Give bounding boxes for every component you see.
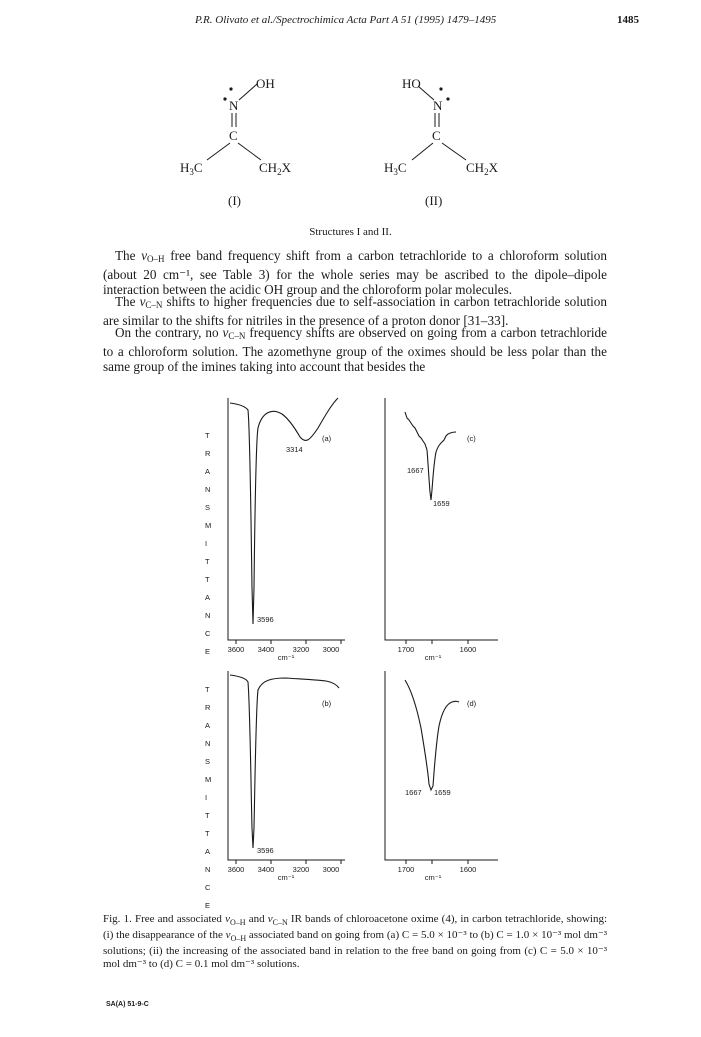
structure-I-carbon: C	[229, 128, 238, 143]
panel-d-unit: cm⁻¹	[424, 873, 442, 882]
panel-c-unit: cm⁻¹	[424, 653, 442, 662]
running-header-citation: P.R. Olivato et al./Spectrochimica Acta Part A 51 (1995) 1479–1495	[195, 14, 497, 26]
structure-II-carbon: C	[432, 128, 441, 143]
panel-a-peak-3314: 3314	[286, 445, 303, 454]
panel-d-tick-1700: 1700	[397, 865, 415, 874]
panel-b-tick-3200: 3200	[292, 865, 310, 874]
y-axis-letter: A	[205, 467, 211, 476]
y-axis-letter: E	[205, 901, 211, 910]
panel-d-tick-1600: 1600	[459, 865, 477, 874]
caption-part-1: Fig. 1. Free and associated	[103, 913, 222, 925]
panel-b-label: (b)	[322, 699, 332, 708]
spectrum-panel-a	[228, 398, 345, 662]
y-axis-letter: M	[205, 775, 212, 784]
paragraph-3-text: frequency shifts are observed on going from a carbon tetrachloride to a chloroform solution. The azomethyne group of the oximes should be less polar than the same group of the imines taking into account that besides the	[103, 325, 607, 374]
y-axis-letter: T	[205, 829, 210, 838]
structure-I-ch2x: CH2X	[259, 160, 291, 177]
panel-c-tick-1700: 1700	[397, 645, 415, 654]
panel-a-peak-3596: 3596	[257, 615, 274, 624]
panel-c-label: (c)	[467, 434, 476, 443]
y-axis-letter: T	[205, 685, 210, 694]
y-axis-letter: S	[205, 503, 211, 512]
y-axis-letter: C	[205, 883, 211, 892]
y-axis-letter: M	[205, 521, 212, 530]
y-axis-letter: T	[205, 557, 210, 566]
panel-a-tick-3200: 3200	[292, 645, 310, 654]
y-axis-letter: N	[205, 739, 211, 748]
panel-b-tick-3000: 3000	[322, 865, 340, 874]
y-axis-letter: I	[205, 793, 208, 802]
structure-II-label: (II)	[425, 193, 443, 208]
y-axis-letter: N	[205, 611, 211, 620]
y-axis-letter: T	[205, 431, 210, 440]
y-axis-label-bottom	[205, 685, 211, 910]
structure-II-ch2x: CH2X	[466, 160, 498, 177]
structure-II-methyl: H3C	[384, 160, 407, 177]
y-axis-letter: C	[205, 629, 211, 638]
structure-I-oh: OH	[256, 76, 275, 91]
caption-part-4: associated band on going from (a)	[248, 929, 400, 942]
structure-II-ho: HO	[402, 76, 421, 91]
paragraph-1: The $\nu_{O-H}$ free band frequency shift from a carbon tetrachloride to a chloroform solution (about 20 cm⁻¹, see Table 3) for the whole series may be ascribed to the dipole–dipole interaction between the acidic OH group and the chloroform polar molecules.	[103, 248, 607, 297]
caption-part-3: IR bands of chloroacetone oxime (4), in carbon tetrachloride, showing: (i) the disappearance of the	[103, 913, 608, 942]
structures-caption: Structures I and II.	[309, 226, 392, 238]
journal-footer-code: SA(A) 51-9-C	[106, 1001, 149, 1008]
y-axis-letter: T	[205, 575, 210, 584]
y-axis-letter: E	[205, 647, 211, 656]
y-axis-letter: N	[205, 485, 211, 494]
caption-part-5: C = 5.0 × 10⁻³ to (b) C = 1.0 × 10⁻³ mol dm⁻³ solutions; (ii) the increasing of the associated band in relation to the free band on going from (c) C = 5.0 × 10⁻³ mol dm⁻³ to (d) C = 0.1 mol dm⁻³ solutions.	[103, 929, 608, 971]
paragraph-2: The $\nu_{C-N}$ shifts to higher frequencies due to self-association in carbon tetrachloride solution are similar to the shifts for nitriles in the presence of a proton donor [31–33].	[103, 294, 607, 328]
figure-1-caption: Fig. 1. Free and associated $\nu_{O-H}$ and $\nu_{C-N}$ IR bands of chloroacetone oxime (4), in carbon tetrachloride, showing: (i) the disappearance of the $\nu_{O-H}$ associated band on going from (a) C = 5.0 × 10⁻³ to (b) C = 1.0 × 10⁻³ mol dm⁻³ solutions; (ii) the increasing of the associated band in relation to the free band on going from (c) C = 5.0 × 10⁻³ mol dm⁻³ to (d) C = 0.1 mol dm⁻³ solutions.	[103, 913, 608, 971]
panel-a-label: (a)	[322, 434, 332, 443]
panel-c-peak-1667: 1667	[407, 466, 424, 475]
y-axis-letter: A	[205, 593, 211, 602]
y-axis-label-top	[205, 431, 211, 656]
y-axis-letter: A	[205, 721, 211, 730]
structure-I-nitrogen: N	[229, 98, 239, 113]
paragraph-1-text: free band frequency shift from a carbon tetrachloride to a chloroform solution (about 20 cm⁻¹, see Table 3) for the whole series may be ascribed to the dipole–dipole interaction between the acidic OH group and the chloroform polar molecules.	[103, 248, 607, 297]
panel-c-tick-1600: 1600	[459, 645, 477, 654]
y-axis-letter: A	[205, 847, 211, 856]
caption-part-2: and	[248, 913, 265, 925]
paragraph-2-text: shifts to higher frequencies due to self-association in carbon tetrachloride solution are similar to the shifts for nitriles in the presence of a proton donor [31–33].	[103, 294, 607, 328]
y-axis-letter: T	[205, 811, 210, 820]
panel-b-tick-3600: 3600	[227, 865, 245, 874]
panel-d-label: (d)	[467, 699, 477, 708]
y-axis-letter: I	[205, 539, 208, 548]
paragraph-3: On the contrary, no $\nu_{C-N}$ frequency shifts are observed on going from a carbon tetrachloride to a chloroform solution. The azomethyne group of the oximes should be less polar than the same group of the imines taking into account that besides the	[103, 325, 607, 374]
spectrum-panel-b	[228, 671, 345, 882]
structure-II-nitrogen: N	[433, 98, 443, 113]
spectrum-panel-d	[385, 671, 498, 882]
panel-c-peak-1659: 1659	[433, 499, 450, 508]
panel-d-peak-1667: 1667	[405, 788, 422, 797]
panel-a-tick-3000: 3000	[322, 645, 340, 654]
panel-d-peak-1659: 1659	[434, 788, 451, 797]
y-axis-letter: N	[205, 865, 211, 874]
page-number: 1485	[617, 14, 639, 26]
panel-b-peak-3596: 3596	[257, 846, 274, 855]
y-axis-letter: S	[205, 757, 211, 766]
panel-a-tick-3600: 3600	[227, 645, 245, 654]
structure-I-label: (I)	[228, 193, 241, 208]
spectrum-panel-c	[385, 398, 498, 662]
structure-I-methyl: H3C	[180, 160, 203, 177]
y-axis-letter: R	[205, 703, 211, 712]
panel-b-unit: cm⁻¹	[277, 873, 295, 882]
y-axis-letter: R	[205, 449, 211, 458]
panel-a-unit: cm⁻¹	[277, 653, 295, 662]
panel-a-tick-3400: 3400	[257, 645, 275, 654]
panel-b-tick-3400: 3400	[257, 865, 275, 874]
